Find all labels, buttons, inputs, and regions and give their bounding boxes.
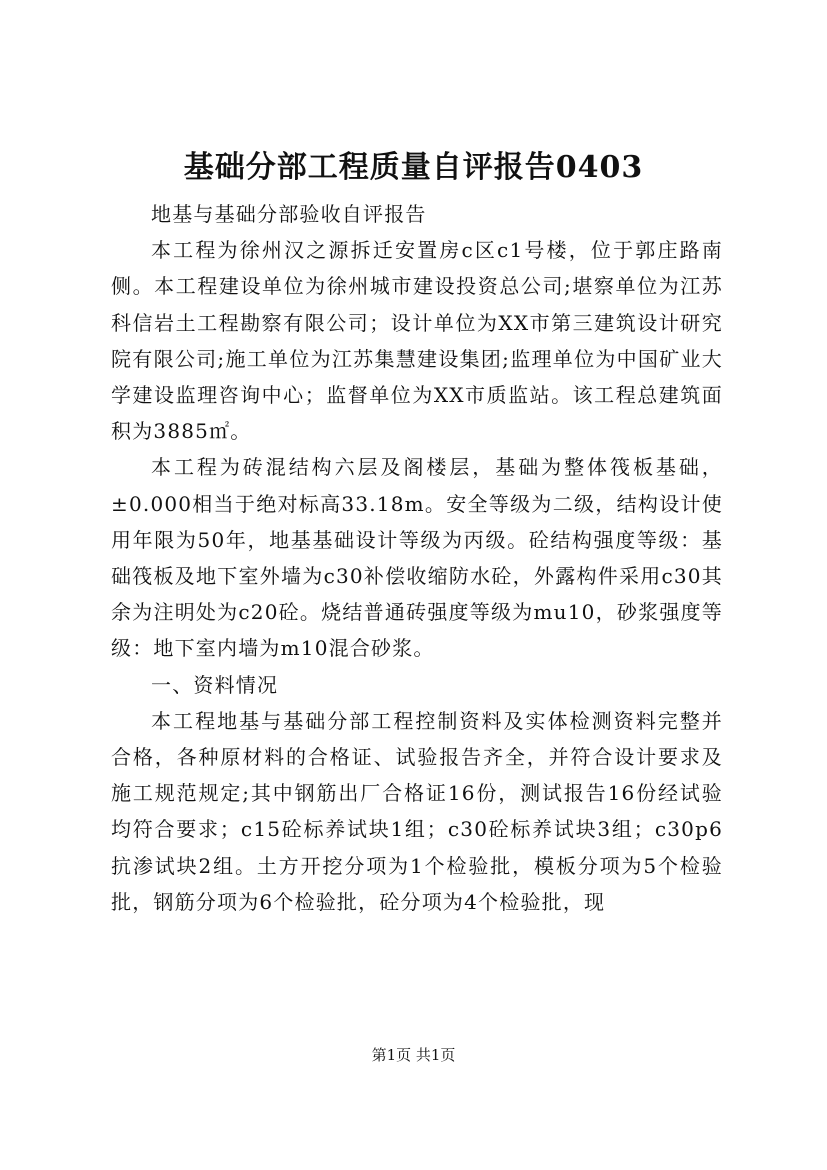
- structure-paragraph: 本工程为砖混结构六层及阁楼层，基础为整体筏板基础，±0.000相当于绝对标高33.18m。安全等级为二级，结构设计使用年限为50年，地基基础设计等级为丙级。砼结构强度等级：基础筏板及地下室外墙为c30补偿收缩防水砼，外露构件采用c30其余为注明处为c20砼。烧结普通砖强度等级为mu10，砂浆强度等级：地下室内墙为m10混合砂浆。: [111, 455, 723, 661]
- subtitle-paragraph: 地基与基础分部验收自评报告: [151, 202, 427, 226]
- section-heading: 一、资料情况: [151, 672, 279, 697]
- materials-paragraph: 本工程地基与基础分部工程控制资料及实体检测资料完整并合格，各种原材料的合格证、试验报告齐全，并符合设计要求及施工规范规定;其中钢筋出厂合格证16份，测试报告16份经试验均符合要求；c15砼标养试块1组；c30砼标养试块3组；c30p6抗渗试块2组。土方开挖分项为1个检验批，模板分项为5个检验批，钢筋分项为6个检验批，砼分项为4个检验批，现: [111, 708, 723, 914]
- page-footer: 第1页 共1页: [371, 1046, 456, 1064]
- document-body: [111, 196, 723, 920]
- project-overview-paragraph: 本工程为徐州汉之源拆迁安置房c区c1号楼，位于郭庄路南侧。本工程建设单位为徐州城市建设投资总公司;堪察单位为江苏科信岩土工程勘察有限公司；设计单位为XX市第三建筑设计研究院有限公司;施工单位为江苏集慧建设集团;监理单位为中国矿业大学建设监理咨询中心；监督单位为XX市质监站。该工程总建筑面积为3885㎡。: [111, 238, 723, 444]
- document-title: 基础分部工程质量自评报告0403: [183, 150, 644, 185]
